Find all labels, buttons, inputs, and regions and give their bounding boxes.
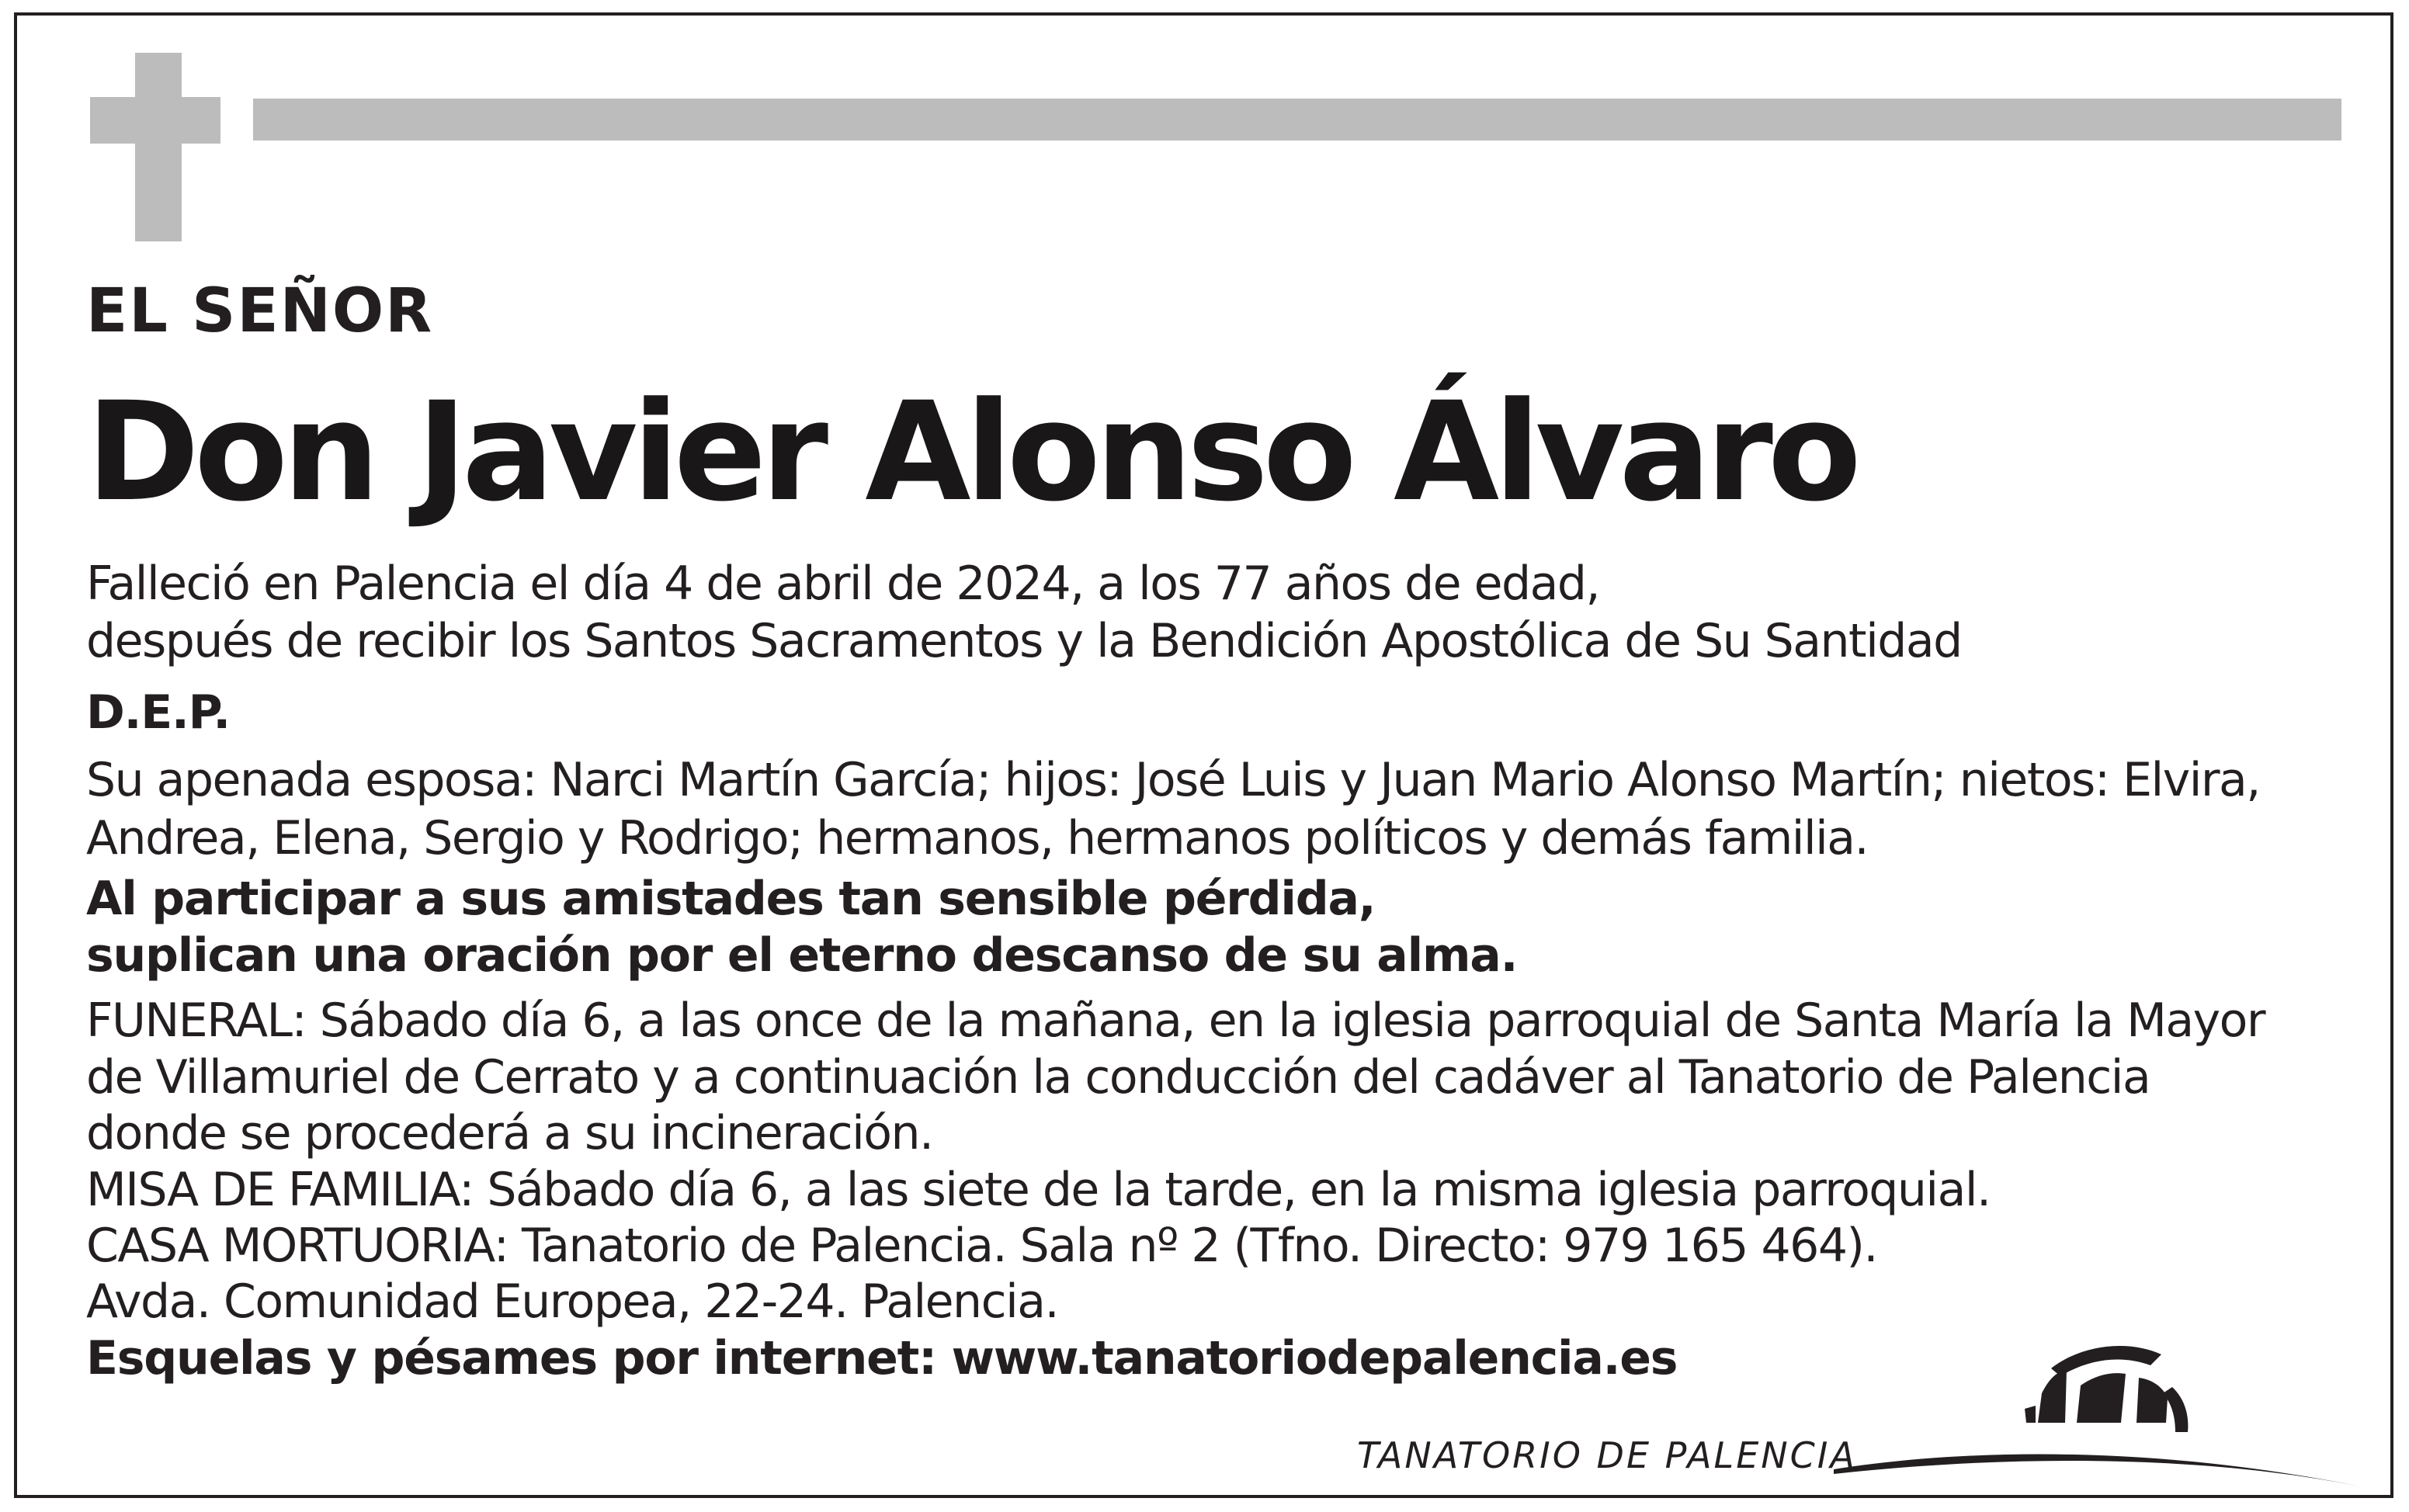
header-divider-bar bbox=[253, 99, 2341, 140]
dep-label: D.E.P. bbox=[86, 685, 230, 740]
request-line-2: suplican una oración por el eterno descanso de su alma. bbox=[86, 928, 1518, 983]
family-line-2: Andrea, Elena, Sergio y Rodrigo; hermanos, hermanos políticos y demás familia. bbox=[86, 811, 1869, 865]
tanatorio-logo-icon bbox=[1832, 1331, 2376, 1486]
request-line-1: Al participar a sus amistades tan sensible pérdida, bbox=[86, 872, 1376, 926]
funeral-line-3: donde se procederá a su incineración. bbox=[86, 1106, 933, 1160]
misa-line: MISA DE FAMILIA: Sábado día 6, a las siete de la tarde, en la misma iglesia parroquial. bbox=[86, 1163, 1991, 1217]
funeral-line-1: FUNERAL: Sábado día 6, a las once de la mañana, en la iglesia parroquial de Santa María la Mayor bbox=[86, 994, 2265, 1048]
cross-icon-arm bbox=[90, 97, 220, 144]
address-line: Avda. Comunidad Europea, 22-24. Palencia. bbox=[86, 1274, 1059, 1329]
family-line-1: Su apenada esposa: Narci Martín García; hijos: José Luis y Juan Mario Alonso Martín; nietos: Elvira, bbox=[86, 753, 2260, 807]
announcement-line-1: Falleció en Palencia el día 4 de abril de 2024, a los 77 años de edad, bbox=[86, 557, 1600, 611]
tanatorio-brand-label: TANATORIO DE PALENCIA bbox=[1357, 1434, 1857, 1476]
cross-icon bbox=[135, 53, 182, 241]
funeral-line-2: de Villamuriel de Cerrato y a continuación la conducción del cadáver al Tanatorio de Palencia bbox=[86, 1050, 2150, 1105]
web-line: Esquelas y pésames por internet: www.tanatoriodepalencia.es bbox=[86, 1331, 1678, 1385]
title-prefix: EL SEÑOR bbox=[86, 276, 434, 346]
casa-mortuoria-line: CASA MORTUORIA: Tanatorio de Palencia. Sala nº 2 (Tfno. Directo: 979 165 464). bbox=[86, 1219, 1877, 1273]
announcement-line-2: después de recibir los Santos Sacramentos y la Bendición Apostólica de Su Santidad bbox=[86, 614, 1962, 668]
deceased-name: Don Javier Alonso Álvaro bbox=[86, 373, 1856, 532]
